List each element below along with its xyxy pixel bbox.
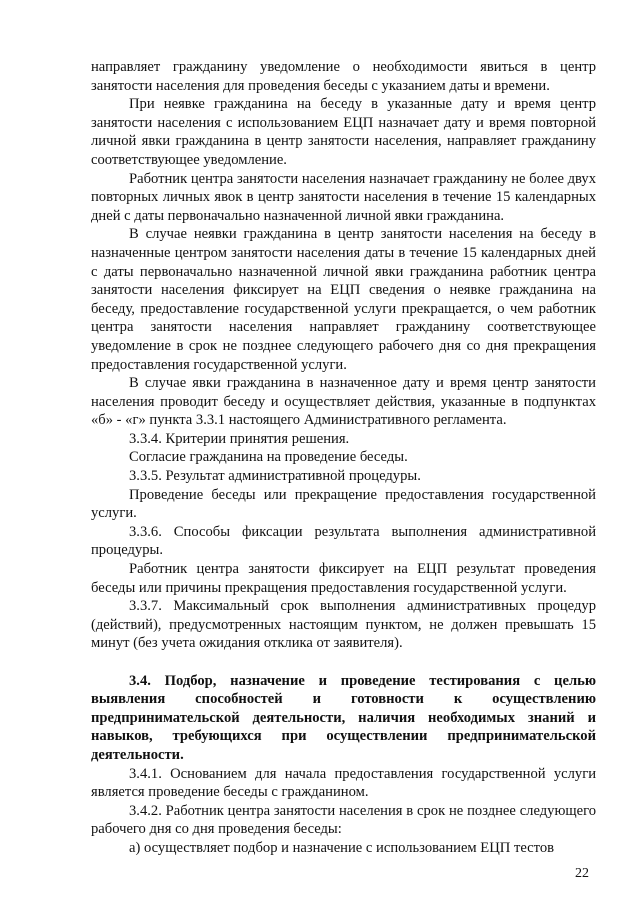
page-number: 22	[575, 866, 589, 881]
paragraph: 3.3.4. Критерии принятия решения.	[129, 430, 350, 447]
paragraph: 3.3.6. Способы фиксации результата выполнения административной процедуры.	[91, 523, 596, 559]
paragraph: Работник центра занятости фиксирует на ЕЦП результат проведения беседы или причины прекращения предоставления государственной услуги.	[91, 561, 596, 596]
paragraph: Работник центра занятости населения назначает гражданину не более двух повторных личных явок в центр занятости населения в течение 15 календарных дней с даты первоначально назначенной личной явки гражданина.	[91, 170, 596, 224]
paragraph: направляет гражданину уведомление о необходимости явиться в центр занятости населения для проведения беседы с указанием даты и времени.	[91, 59, 596, 94]
paragraph: 3.4.1. Основанием для начала предоставления государственной услуги является проведение беседы с гражданином.	[91, 765, 596, 801]
paragraph: В случае неявки гражданина в центр занятости населения на беседу в назначенные центром занятости населения даты в течение 15 календарных дней с даты первоначально назначенной личной явки гражданина работник центра занятости населения фиксирует на ЕЦП сведения о неявке гражданина на беседу, предоставление государственной услуги прекращается, о чем работник центра занятости населения направляет гражданину соответствующее уведомление в срок не позднее следующего рабочего дня со дня прекращения предоставления государственной услуги.	[91, 226, 596, 373]
paragraph: Проведение беседы или прекращение предоставления государственной услуги.	[91, 486, 596, 522]
section-heading: 3.4. Подбор, назначение и проведение тестирования с целью выявления способностей и готовности к осуществлению предпринимательской деятельности, наличия необходимых знаний и навыков, требующихся при осуществлении предпринимательской деятельности.	[91, 672, 596, 763]
paragraph: При неявке гражданина на беседу в указанные дату и время центр занятости населения с использованием ЕЦП назначает дату и время повторной личной явки гражданина в центр занятости населения, направляет гражданину соответствующее уведомление.	[91, 96, 596, 168]
paragraph: Согласие гражданина на проведение беседы.	[129, 449, 408, 466]
paragraph: а) осуществляет подбор и назначение с использованием ЕЦП тестов	[129, 839, 555, 856]
document-body	[91, 58, 596, 858]
paragraph: 3.4.2. Работник центра занятости населения в срок не позднее следующего рабочего дня со дня проведения беседы:	[91, 802, 596, 838]
paragraph: В случае явки гражданина в назначенное дату и время центр занятости населения проводит беседу и осуществляет действия, указанные в подпунктах «б» - «г» пункта 3.3.1 настоящего Административного регламента.	[91, 375, 596, 429]
paragraph: 3.3.5. Результат административной процедуры.	[129, 468, 421, 485]
paragraph: 3.3.7. Максимальный срок выполнения административных процедур (действий), предусмотренных настоящим пунктом, не должен превышать 15 минут (без учета ожидания отклика от заявителя).	[91, 598, 596, 652]
paragraph-gap	[91, 653, 596, 672]
